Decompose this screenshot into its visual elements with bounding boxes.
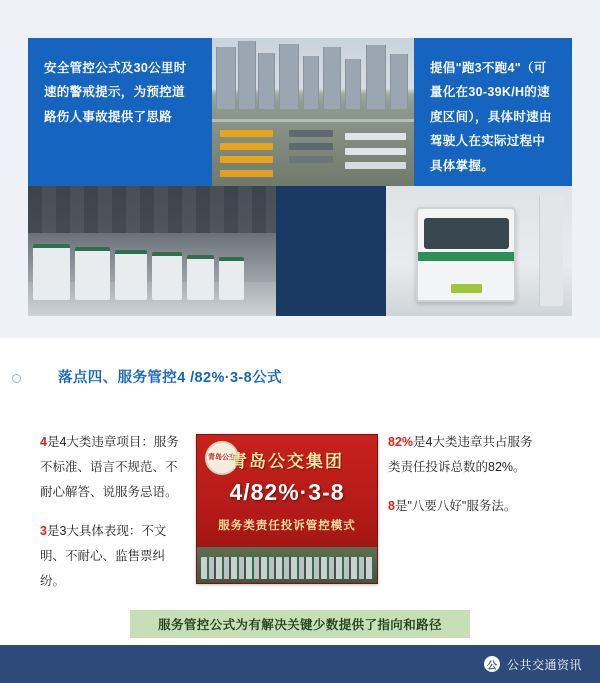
footer-bar xyxy=(0,645,600,683)
bullet-dot-icon xyxy=(12,374,21,383)
indoor-bus-garage-photo xyxy=(28,186,276,316)
speed-range-text-block: 提倡"跑3不跑4"（可量化在30-39K/H的速度区间），具体时速由驾驶人在实际过程中具体掌握。 xyxy=(414,38,572,186)
service-control-poster xyxy=(196,434,378,584)
photo-grid xyxy=(28,38,572,316)
top-photo-section xyxy=(0,0,600,330)
left-paragraph-1 xyxy=(40,430,180,505)
left-paragraph-1-number: 4 xyxy=(40,435,47,449)
poster-formula: 4/82%·3-8 xyxy=(229,479,345,505)
right-paragraph-1-text: 是4大类违章共占服务类责任投诉总数的82%。 xyxy=(388,435,533,474)
lower-content-section xyxy=(0,338,600,645)
section-heading: 落点四、服务管控4 /82%·3-8公式 xyxy=(58,370,282,386)
bus-depot-aerial-photo xyxy=(212,38,414,186)
left-paragraph-2-number: 3 xyxy=(40,524,47,538)
right-text-column xyxy=(388,430,538,533)
section-divider xyxy=(0,330,600,338)
footer-brand[interactable] xyxy=(484,656,582,673)
poster-bus-fleet-photo xyxy=(197,547,377,583)
right-paragraph-1-number: 82% xyxy=(388,435,414,449)
safety-control-text-block: 安全管控公式及30公里时速的警戒提示，为预控道路伤人事故提供了思路 xyxy=(28,38,212,186)
poster-subtitle: 服务类责任投诉管控模式 xyxy=(218,520,356,532)
qingdao-bus-logo-icon: 青岛公交 xyxy=(205,441,239,475)
bus-brand-icon: 公 xyxy=(484,656,500,672)
right-paragraph-2-number: 8 xyxy=(388,499,395,513)
right-paragraph-2-text: 是"八要八好"服务法。 xyxy=(394,499,517,513)
summary-green-bar: 服务管控公式为有解决关键少数提供了指向和路径 xyxy=(130,610,470,638)
left-paragraph-1-text: 是4大类违章项目：服务不标准、语言不规范、不耐心解答、说服务忌语。 xyxy=(40,435,179,499)
right-paragraph-2 xyxy=(388,494,538,519)
navy-filler-block xyxy=(276,186,386,316)
right-paragraph-1 xyxy=(388,430,538,480)
left-paragraph-2 xyxy=(40,519,180,594)
left-text-column xyxy=(40,430,180,608)
single-bus-front-photo xyxy=(386,186,572,316)
poster-title: 青岛公交集团 xyxy=(230,452,344,471)
footer-brand-label: 公共交通资讯 xyxy=(506,657,582,672)
left-paragraph-2-text: 是3大具体表现：不文明、不耐心、监售票纠纷。 xyxy=(40,524,167,588)
